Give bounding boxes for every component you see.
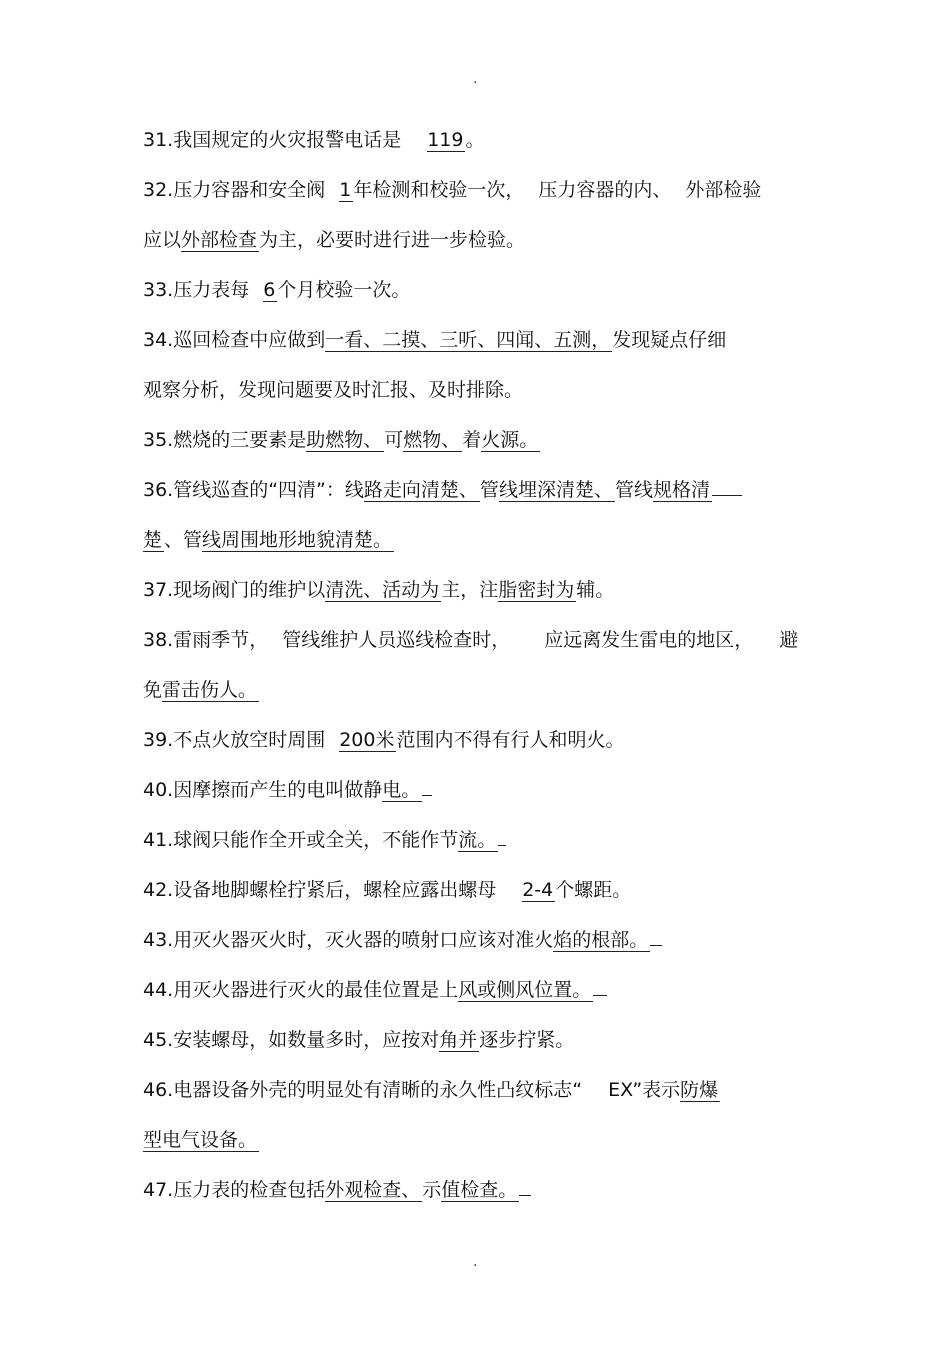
answer-blank: 焰的根部。: [553, 929, 649, 951]
item-text: 逐步拧紧。: [479, 1029, 575, 1051]
page-dot-bottom: .: [473, 1254, 478, 1270]
item-text: 着: [462, 429, 482, 451]
item-text: 外部检验: [685, 179, 762, 201]
item-text: 35.燃烧的三要素是: [143, 429, 307, 451]
answer-blank: 外部检查: [181, 229, 258, 251]
item-text: 应以: [143, 229, 182, 251]
item-text: 年检测和校验一次，: [353, 179, 525, 201]
item-text: 39.不点火放空时周围: [143, 729, 326, 751]
answer-blank: 1: [339, 179, 352, 201]
item-46-line-1: [143, 1074, 823, 1124]
item-42: [143, 874, 823, 924]
item-text: 、管: [164, 529, 203, 551]
item-32-line-2: [143, 224, 823, 274]
item-text: EX”表示: [608, 1079, 681, 1101]
item-text: 47.压力表的检查包括: [143, 1179, 326, 1201]
item-text: 33.压力表每: [143, 279, 250, 301]
answer-blank: 火源。: [481, 429, 539, 451]
item-text: 避: [779, 629, 799, 651]
answer-blank: 6: [263, 279, 276, 301]
item-text: 。: [465, 129, 485, 151]
answer-blank: 规格清: [652, 479, 710, 501]
answer-blank: 风或侧风位置。: [458, 979, 592, 1001]
item-33: [143, 274, 823, 324]
item-text: 38.雷雨季节，: [143, 629, 269, 651]
item-31: [143, 124, 823, 174]
answer-blank: 角并: [439, 1029, 478, 1051]
item-40: [143, 774, 823, 824]
item-47: [143, 1174, 823, 1224]
item-text: 个月校验一次。: [277, 279, 411, 301]
answer-blank: 一看、二摸、三听、四闻、五测，: [325, 329, 611, 351]
answer-blank: 清洗、活动为: [325, 579, 440, 601]
answer-blank: 119: [427, 129, 464, 151]
answer-blank: 雷击伤人。: [162, 679, 258, 701]
item-text: 41.球阀只能作全开或全关，不能作节: [143, 829, 459, 851]
item-text: 可: [384, 429, 404, 451]
item-text: 管: [479, 479, 499, 501]
item-text: 为主，必要时进行进一步检验。: [259, 229, 526, 251]
item-text: 压力容器的内、: [538, 179, 672, 201]
item-43: [143, 924, 823, 974]
item-37: [143, 574, 823, 624]
answer-blank: 电。: [382, 779, 421, 801]
answer-blank: 助燃物、: [306, 429, 383, 451]
item-text: 管线: [614, 479, 653, 501]
item-38-line-2: [143, 674, 823, 724]
item-text: 免: [143, 679, 163, 701]
item-text: 42.设备地脚螺栓拧紧后，螺栓应露出螺母: [143, 879, 497, 901]
item-text: 45.安装螺母，如数量多时，应按对: [143, 1029, 440, 1051]
item-text: 32.压力容器和安全阀: [143, 179, 326, 201]
item-34-line-2: [143, 374, 823, 424]
answer-blank: 200米: [339, 729, 395, 751]
item-text: 36.管线巡查的“四清”：线: [143, 479, 364, 501]
item-text: 示: [422, 1179, 442, 1201]
item-32-line-1: [143, 174, 823, 224]
item-35: [143, 424, 823, 474]
answer-blank: 外观检查、: [325, 1179, 421, 1201]
item-36-line-1: [143, 474, 823, 524]
item-41: [143, 824, 823, 874]
answer-blank: 型电气设备。: [143, 1129, 258, 1151]
answer-blank: 燃物、: [403, 429, 461, 451]
item-38-line-1: [143, 624, 823, 674]
answer-blank: 防爆: [680, 1079, 719, 1101]
answer-blank: 线埋深清楚、: [498, 479, 613, 501]
item-text: 37.现场阀门的维护以: [143, 579, 326, 601]
item-46-line-2: [143, 1124, 823, 1174]
item-text: 主，注: [441, 579, 499, 601]
item-text: 40.因摩擦而产生的电叫做静: [143, 779, 383, 801]
item-text: 44.用灭火器进行灭火的最佳位置是上: [143, 979, 459, 1001]
item-text: 应远离发生雷电的地区，: [544, 629, 754, 651]
item-36-line-2: [143, 524, 823, 574]
answer-blank: 路走向清楚、: [363, 479, 478, 501]
item-45: [143, 1024, 823, 1074]
item-text: 发现疑点仔细: [612, 329, 727, 351]
item-text: 34.巡回检查中应做到: [143, 329, 326, 351]
answer-blank: 楚: [143, 529, 163, 551]
answer-blank: 脂密封为: [498, 579, 575, 601]
item-text: 管线维护人员巡线检查时，: [282, 629, 511, 651]
item-text: 辅。: [576, 579, 615, 601]
item-text: 46.电器设备外壳的明显处有清晰的永久性凸纹标志“: [143, 1079, 583, 1101]
question-list: [143, 124, 823, 1224]
item-text: 个螺距。: [555, 879, 632, 901]
answer-blank: 线周围地形地貌清楚。: [202, 529, 393, 551]
item-39: [143, 724, 823, 774]
item-34-line-1: [143, 324, 823, 374]
item-44: [143, 974, 823, 1024]
item-text: 43.用灭火器灭火时，灭火器的喷射口应该对准火: [143, 929, 554, 951]
page-dot-top: .: [473, 71, 478, 87]
item-text: 观察分析，发现问题要及时汇报、及时排除。: [143, 379, 524, 401]
answer-blank: 2-4: [522, 879, 554, 901]
answer-blank: 值检查。: [441, 1179, 518, 1201]
item-text: 范围内不得有行人和明火。: [396, 729, 625, 751]
answer-blank: 流。: [458, 829, 497, 851]
item-text: 31.我国规定的火灾报警电话是: [143, 129, 402, 151]
